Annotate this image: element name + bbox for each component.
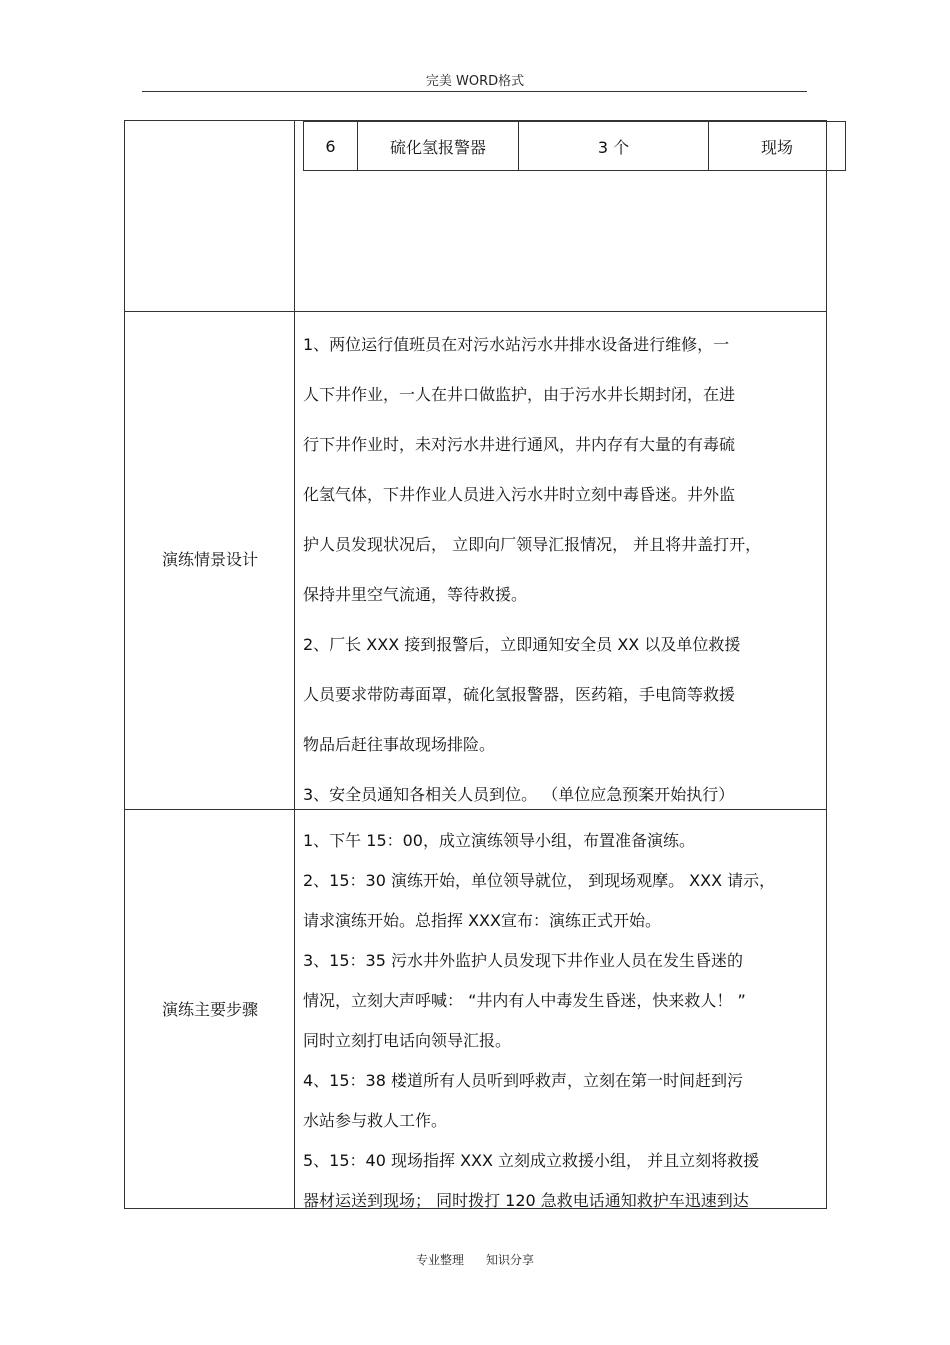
- row-divider: [124, 311, 827, 312]
- text-line: 3、15：35 污水井外监护人员发现下井作业人员在发生昏迷的: [303, 951, 743, 970]
- text-line: 器材运送到现场； 同时拨打 120 急救电话通知救护车迅速到达: [303, 1191, 749, 1210]
- footer-left: 专业整理: [415, 1253, 464, 1267]
- equipment-location: 现场: [709, 122, 846, 171]
- equipment-number: 6: [304, 122, 358, 171]
- scenario-text: [303, 320, 818, 820]
- text-line: 1、下午 15：00，成立演练领导小组，布置准备演练。: [303, 831, 695, 850]
- steps-text: [303, 821, 818, 1221]
- text-line: 人下井作业，一人在井口做监护，由于污水井长期封闭，在进: [303, 385, 736, 404]
- page-header: 完美 WORD格式: [425, 74, 525, 89]
- equipment-table: [303, 121, 846, 171]
- equipment-name: 硫化氢报警器: [358, 122, 519, 171]
- header-divider: [142, 91, 807, 92]
- scenario-label: 演练情景设计: [161, 550, 258, 569]
- text-line: 2、15：30 演练开始，单位领导就位， 到现场观摩。 XXX 请示，: [303, 871, 776, 890]
- text-line: 护人员发现状况后， 立即向厂领导汇报情况， 并且将井盖打开，: [303, 535, 762, 554]
- text-line: 3、安全员通知各相关人员到位。 （单位应急预案开始执行）: [303, 785, 735, 804]
- text-line: 行下井作业时，未对污水井进行通风，井内存有大量的有毒硫: [303, 435, 736, 454]
- text-line: 请求演练开始。总指挥 XXX宣布：演练正式开始。: [303, 911, 661, 930]
- text-line: 2、厂长 XXX 接到报警后，立即通知安全员 XX 以及单位救援: [303, 635, 741, 654]
- text-line: 物品后赶往事故现场排险。: [303, 735, 496, 754]
- table-row: [304, 122, 846, 171]
- text-line: 人员要求带防毒面罩，硫化氢报警器，医药箱，手电筒等救援: [303, 685, 736, 704]
- text-line: 5、15：40 现场指挥 XXX 立刻成立救援小组， 并且立刻将救援: [303, 1151, 760, 1170]
- text-line: 1、两位运行值班员在对污水站污水井排水设备进行维修，一: [303, 335, 730, 354]
- text-line: 水站参与救人工作。: [303, 1111, 448, 1130]
- footer-right: 知识分享: [486, 1253, 535, 1267]
- steps-label: 演练主要步骤: [161, 1000, 258, 1019]
- column-divider: [294, 120, 295, 1209]
- text-line: 同时立刻打电话向领导汇报。: [303, 1031, 512, 1050]
- text-line: 4、15：38 楼道所有人员听到呼救声，立刻在第一时间赶到污: [303, 1071, 743, 1090]
- text-line: 情况，立刻大声呼喊： “井内有人中毒发生昏迷，快来救人！ ”: [303, 991, 746, 1010]
- text-line: 化氢气体，下井作业人员进入污水井时立刻中毒昏迷。井外监: [303, 485, 736, 504]
- equipment-quantity: 3 个: [519, 122, 709, 171]
- text-line: 保持井里空气流通，等待救援。: [303, 585, 528, 604]
- page-footer: [0, 1251, 950, 1268]
